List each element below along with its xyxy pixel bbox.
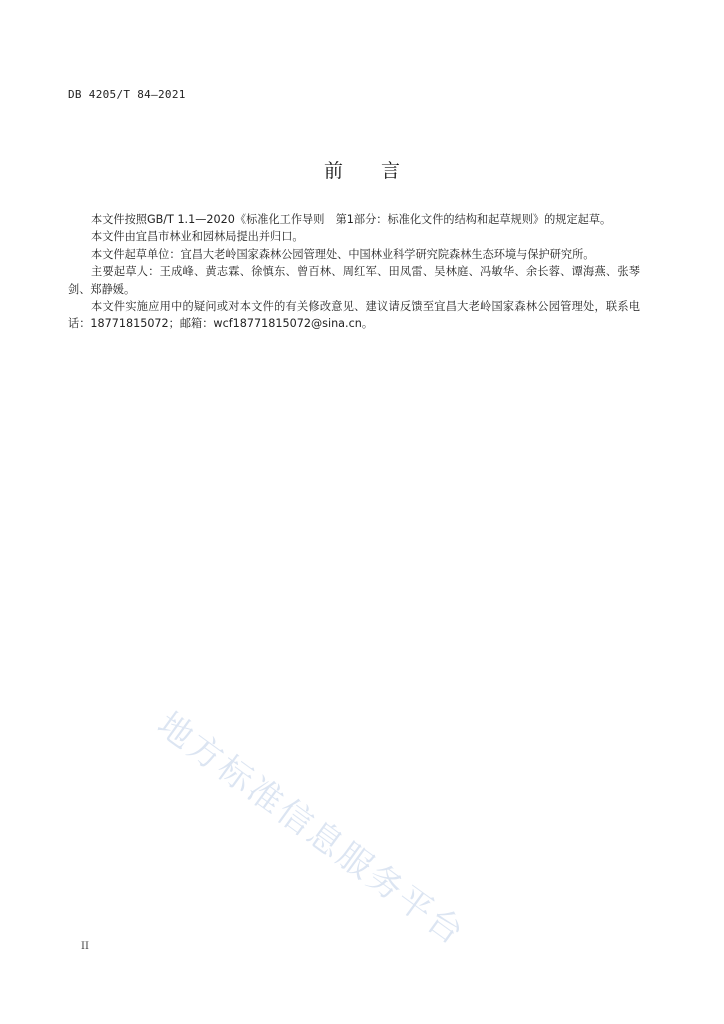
foreword-body <box>68 211 640 333</box>
paragraph-drafting-units: 本文件起草单位：宜昌大老岭国家森林公园管理处、中国林业科学研究院森林生态环境与保护研究所。 <box>91 247 595 261</box>
page-number: II <box>81 941 89 952</box>
paragraph-drafters: 主要起草人：王成峰、黄志霖、徐慎东、曾百林、周红军、田凤雷、吴林庭、冯敏华、余长蓉、谭海燕、张琴剑、郑静媛。 <box>68 265 640 296</box>
watermark-text: 地方标准信息服务平台 <box>149 704 473 955</box>
document-header-code: DB 4205/T 84—2021 <box>68 88 186 101</box>
paragraph-drafting-rules: 本文件按照GB/T 1.1—2020《标准化工作导则 第1部分：标准化文件的结构和起草规则》的规定起草。 <box>91 213 612 226</box>
paragraph-feedback-contact: 本文件实施应用中的疑问或对本文件的有关修改意见、建议请反馈至宜昌大老岭国家森林公园管理处，联系电话：18771815072；邮箱：wcf18771815072@sina.cn。 <box>68 300 640 331</box>
paragraph-proposer: 本文件由宜昌市林业和园林局提出并归口。 <box>91 230 304 244</box>
page-title: 前言 <box>323 160 438 182</box>
